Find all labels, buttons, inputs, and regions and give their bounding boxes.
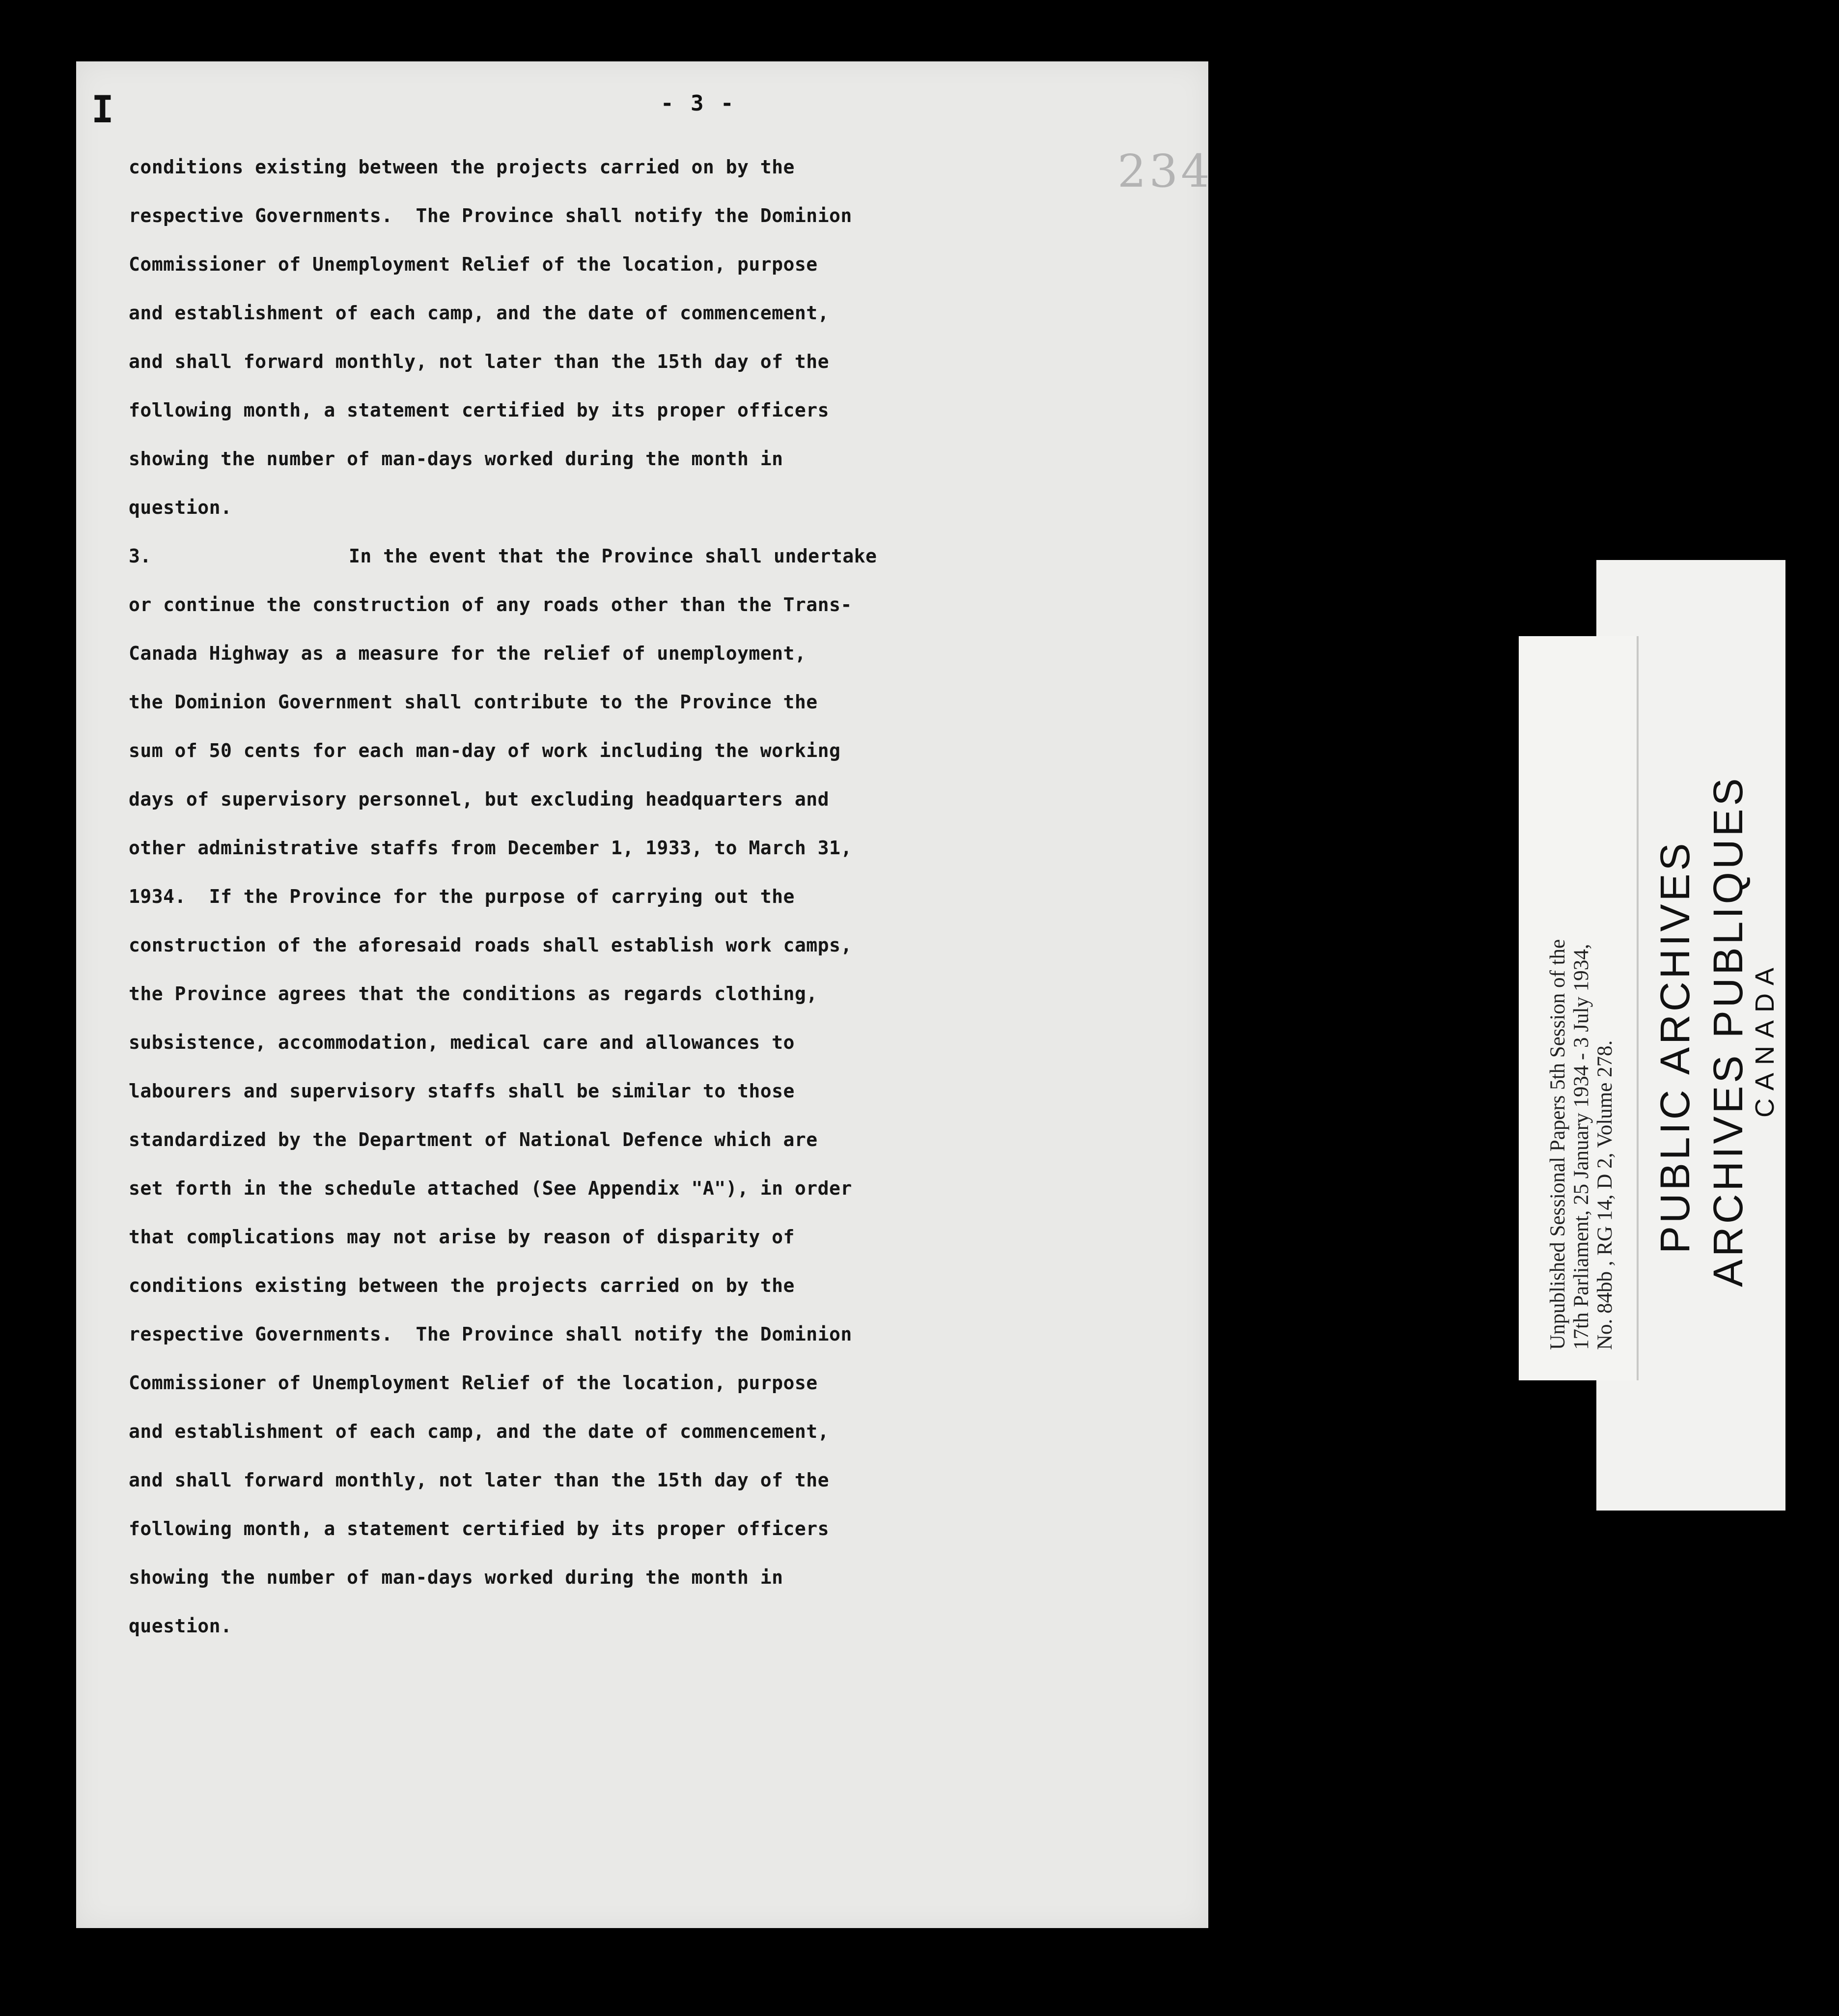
text-line: In the event that the Province shall undertake [349,545,877,567]
archives-title-english: PUBLIC ARCHIVES [1652,840,1698,1254]
text-line: and establishment of each camp, and the date of commencement, [129,302,830,324]
text-line: and shall forward monthly, not later than the 15th day of the [129,351,830,372]
text-line: Commissioner of Unemployment Relief of the location, purpose [129,253,818,275]
folio-number: 234 [1117,145,1213,197]
text-line: or continue the construction of any roads other than the Trans- [129,594,852,616]
text-line: standardized by the Department of National Defence which are [129,1129,818,1150]
text-line: labourers and supervisory staffs shall be similar to those [129,1080,795,1102]
archives-title-french: ARCHIVES PUBLIQUES [1705,775,1751,1287]
page-number: - 3 - [661,91,736,116]
text-line: Commissioner of Unemployment Relief of the location, purpose [129,1372,818,1394]
text-line: showing the number of man-days worked during the month in [129,448,783,470]
text-line: conditions existing between the projects carried on by the [129,1275,795,1296]
citation-line: Unpublished Sessional Papers 5th Session of the [1546,939,1569,1350]
citation-line: No. 84bb , RG 14, D 2, Volume 278. [1593,1040,1616,1350]
text-line: 1934. If the Province for the purpose of carrying out the [129,886,795,907]
text-line: question. [129,1615,232,1637]
text-line: construction of the aforesaid roads shall establish work camps, [129,934,852,956]
text-line: conditions existing between the projects carried on by the [129,156,795,178]
text-line: Canada Highway as a measure for the relief of unemployment, [129,643,807,664]
archives-country: CANADA [1750,959,1780,1118]
text-line: the Dominion Government shall contribute to the Province the [129,691,818,713]
text-line: the Province agrees that the conditions as regards clothing, [129,983,818,1005]
text-line: other administrative staffs from December 1, 1933, to March 31, [129,837,852,859]
margin-mark: I [91,87,114,131]
text-line: following month, a statement certified by its proper officers [129,399,830,421]
text-line: that complications may not arise by reason of disparity of [129,1226,795,1248]
text-line: sum of 50 cents for each man-day of work including the working [129,740,841,761]
text-line: question. [129,497,232,518]
text-line: showing the number of man-days worked during the month in [129,1567,783,1588]
text-line: following month, a statement certified by its proper officers [129,1518,830,1540]
text-line: set forth in the schedule attached (See Appendix "A"), in order [129,1177,852,1199]
text-line: respective Governments. The Province shall notify the Dominion [129,205,852,226]
text-line: and shall forward monthly, not later than the 15th day of the [129,1469,830,1491]
text-line: days of supervisory personnel, but excluding headquarters and [129,788,830,810]
text-line: subsistence, accommodation, medical care and allowances to [129,1032,795,1053]
paragraph-number: 3. [129,545,151,567]
citation-text [1546,939,1617,1350]
text-line: and establishment of each camp, and the date of commencement, [129,1421,830,1442]
text-line: respective Governments. The Province shall notify the Dominion [129,1323,852,1345]
citation-line: 17th Parliament, 25 January 1934 - 3 July 1934, [1570,944,1593,1350]
